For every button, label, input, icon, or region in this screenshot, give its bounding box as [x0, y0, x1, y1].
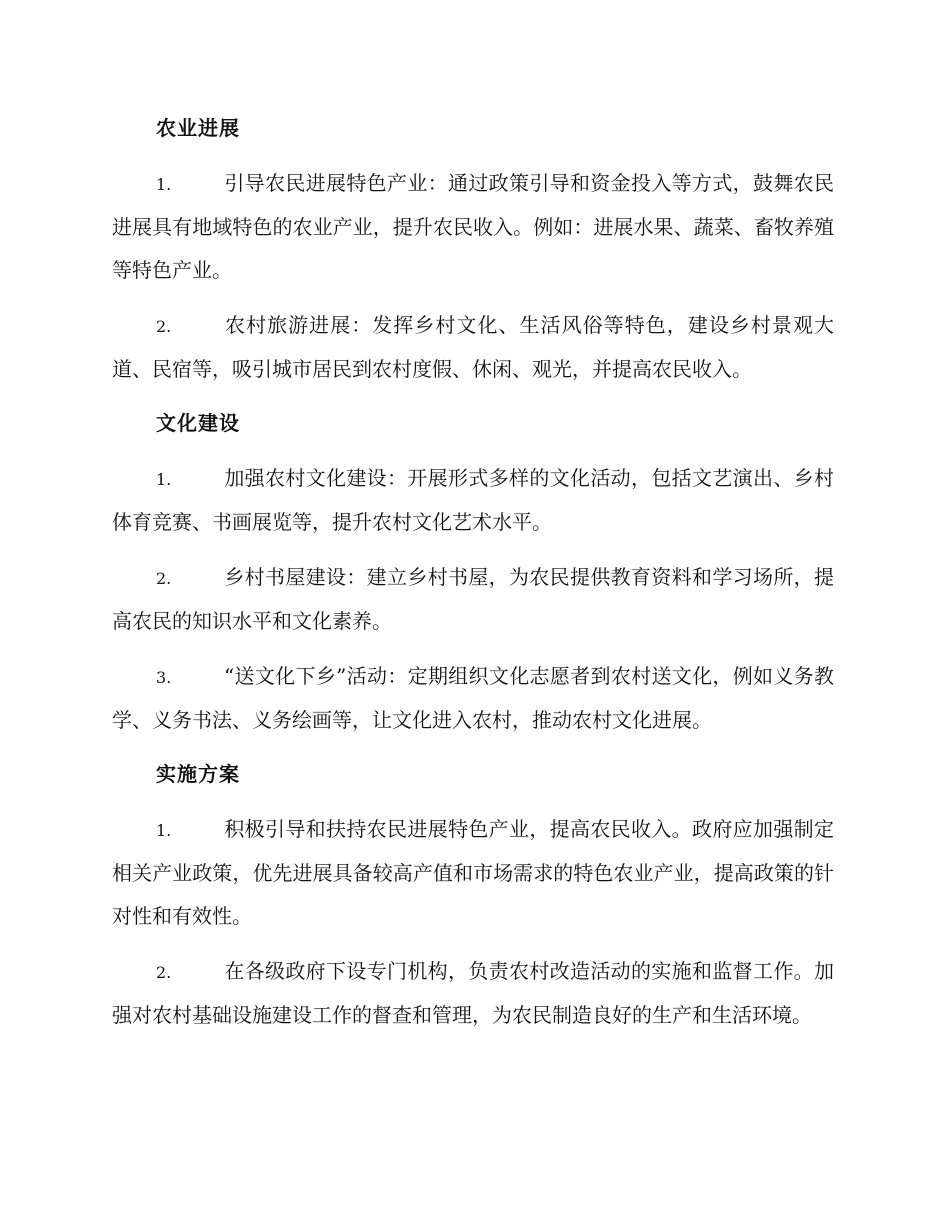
item-number: 3. — [156, 668, 172, 687]
section-heading-agriculture: 农业进展 — [156, 116, 240, 140]
item-text: “送文化下乡”活动：定期组织文化志愿者到农村送文化，例如义务教学、义务书法、义务绘画等，让文化进入农村，推动农村文化进展。 — [112, 664, 834, 732]
item-number: 2. — [156, 317, 172, 336]
item-number: 2. — [156, 569, 172, 588]
item-number: 1. — [156, 821, 172, 840]
document-body — [112, 108, 834, 1049]
item-text: 加强农村文化建设：开展形式多样的文化活动，包括文艺演出、乡村体育竞赛、书画展览等，提升农村文化艺术水平。 — [112, 466, 834, 534]
item-text: 积极引导和扶持农民进展特色产业，提高农民收入。政府应加强制定相关产业政策，优先进展具备较高产值和市场需求的特色农业产业，提高政策的针对性和有效性。 — [112, 817, 834, 928]
section-heading-culture: 文化建设 — [156, 411, 240, 435]
list-item — [112, 808, 834, 938]
item-text: 农村旅游进展：发挥乡村文化、生活风俗等特色，建设乡村景观大道、民宿等，吸引城市居民到农村度假、休闲、观光，并提高农民收入。 — [112, 313, 834, 381]
list-item — [112, 655, 834, 742]
item-number: 1. — [156, 470, 172, 489]
list-item — [112, 556, 834, 643]
item-text: 引导农民进展特色产业：通过政策引导和资金投入等方式，鼓舞农民进展具有地域特色的农业产业，提升农民收入。例如：进展水果、蔬菜、畜牧养殖等特色产业。 — [112, 171, 834, 282]
list-item — [112, 950, 834, 1037]
item-text: 乡村书屋建设：建立乡村书屋，为农民提供教育资料和学习场所，提高农民的知识水平和文化素养。 — [112, 565, 834, 633]
list-item — [112, 304, 834, 391]
item-number: 1. — [156, 175, 172, 194]
list-item — [112, 457, 834, 544]
item-number: 2. — [156, 963, 172, 982]
list-item — [112, 162, 834, 292]
section-heading-implementation: 实施方案 — [156, 762, 240, 786]
item-text: 在各级政府下设专门机构，负责农村改造活动的实施和监督工作。加强对农村基础设施建设工作的督查和管理，为农民制造良好的生产和生活环境。 — [112, 959, 834, 1027]
